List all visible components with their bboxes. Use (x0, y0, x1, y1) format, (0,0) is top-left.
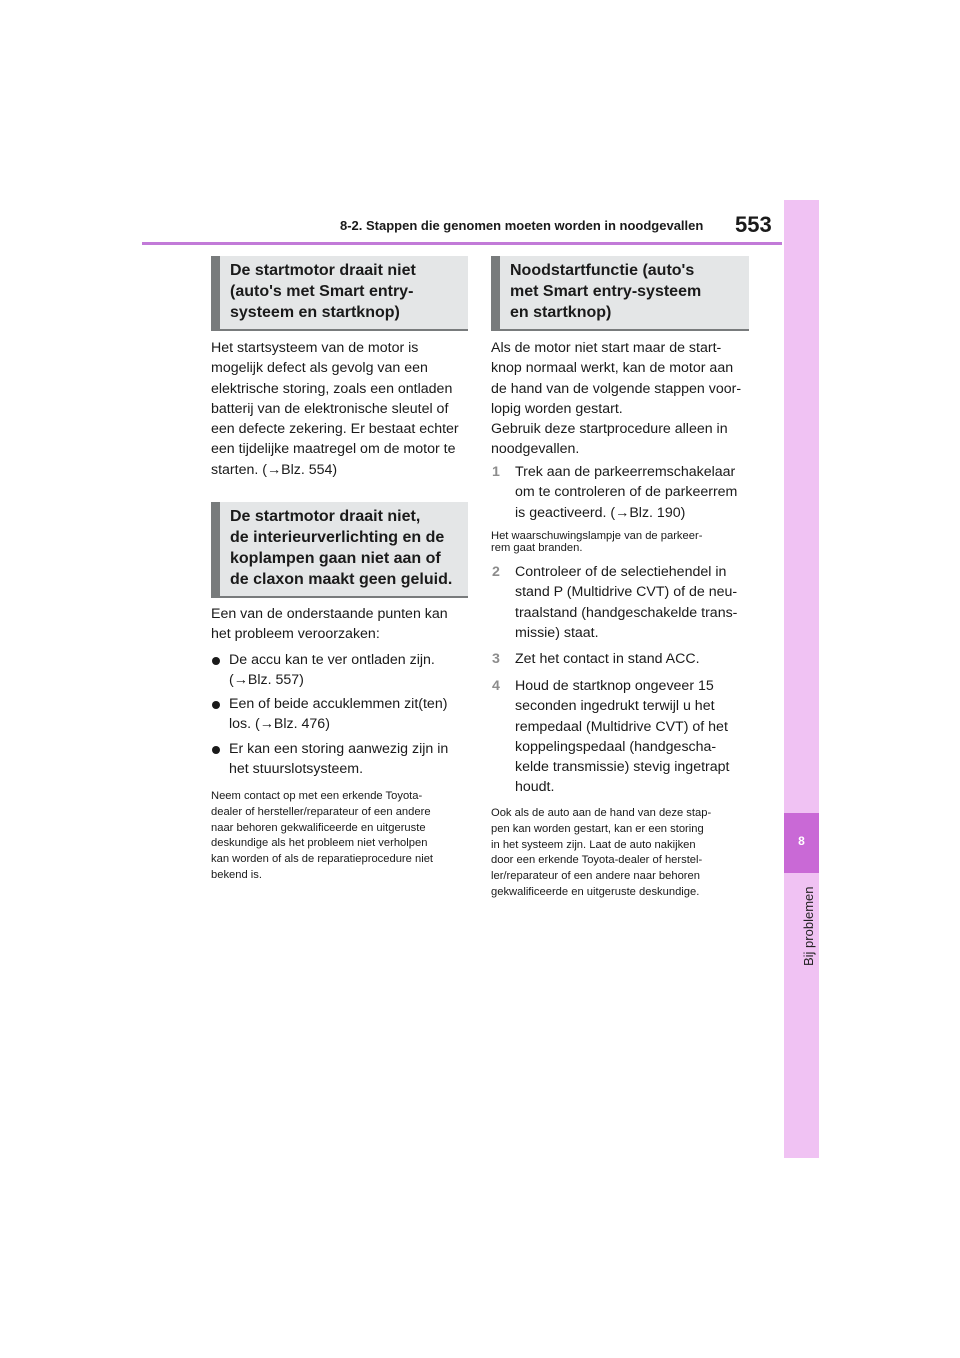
heading-line: met Smart entry-systeem (510, 283, 702, 300)
text-line: het probleem veroorzaken: (211, 626, 380, 643)
note-contact-dealer (211, 789, 471, 884)
chapter-label: Bij problemen (801, 886, 816, 966)
text-line: houdt. (515, 779, 555, 796)
chapter-number: 8 (798, 834, 805, 848)
text-line: lopig worden gestart. (491, 400, 623, 417)
text-line: Ook als de auto aan de hand van deze stap- (491, 807, 712, 819)
section-heading-emergency-start (491, 256, 749, 331)
text-line: Gebruik deze startprocedure alleen in (491, 421, 728, 438)
bullet-icon (212, 746, 220, 754)
step-3 (492, 649, 754, 671)
step-4 (492, 676, 754, 800)
heading-line: De startmotor draait niet (230, 262, 416, 279)
text-line: dealer of hersteller/reparateur of een andere (211, 805, 431, 818)
text-line: Een van de onderstaande punten kan (211, 606, 448, 622)
heading-line: (auto's met Smart entry- (230, 283, 414, 300)
heading-line: de claxon maakt geen geluid. (230, 571, 453, 588)
text-line: Zet het contact in stand ACC. (515, 651, 700, 667)
page-reference-link[interactable]: starten. (→Blz. 554) (211, 461, 338, 478)
text-line: seconden ingedrukt terwijl u het (515, 698, 715, 715)
heading-line: systeem en startknop) (230, 304, 400, 321)
text-line: naar behoren gekwalificeerde en uitgeruste (211, 821, 426, 834)
page-reference-link[interactable]: is geactiveerd. (→Blz. 190) (515, 504, 686, 521)
page-number: 553 (735, 212, 772, 237)
paragraph-starter-system (211, 338, 471, 480)
text-line: rem gaat branden. (491, 542, 583, 554)
step-number: 3 (492, 651, 500, 667)
step-number: 4 (492, 678, 500, 694)
text-line: Als de motor niet start maar de start- (491, 340, 722, 356)
note-parking-brake-light (491, 530, 753, 554)
list-item (212, 694, 472, 736)
chapter-side-tab (784, 200, 819, 1158)
text-line: noodgevallen. (491, 441, 580, 458)
text-line: Een of beide accuklemmen zit(ten) (229, 696, 448, 712)
bullet-icon (212, 657, 220, 665)
text-line: om te controleren of de parkeerrem (515, 484, 738, 501)
text-line: ler/reparateur of een andere naar behoren (491, 870, 700, 883)
heading-line: en startknop) (510, 304, 612, 321)
text-line: batterij van de elektronische sleutel of (211, 400, 449, 417)
heading-line: Noodstartfunctie (auto's (510, 262, 695, 279)
text-line: het stuurslotsysteem. (229, 761, 364, 778)
text-line: kan worden of als de reparatieprocedure niet (211, 853, 434, 866)
text-line: Houd de startknop ongeveer 15 (515, 678, 714, 694)
text-line: koppelingspedaal (handgescha- (515, 738, 717, 755)
page-reference-link[interactable]: los. (→Blz. 476) (229, 716, 330, 733)
text-line: rempedaal (Multidrive CVT) of het (515, 718, 728, 735)
text-line: Het startsysteem van de motor is (211, 340, 419, 356)
text-line: door een erkende Toyota-dealer of herstel- (491, 854, 703, 867)
section-heading-no-power (211, 502, 468, 598)
text-line: kelde transmissie) stevig ingetrapt (515, 759, 730, 776)
text-line: een tijdelijke maatregel om de motor te (211, 441, 456, 458)
text-line: Neem contact op met een erkende Toyota- (211, 790, 423, 802)
text-line: deskundige als het probleem niet verholpen (211, 837, 428, 850)
text-line: een defecte zekering. Er bestaat echter (211, 421, 459, 438)
text-line: missie) staat. (515, 624, 599, 641)
text-line: knop normaal werkt, kan de motor aan (491, 360, 734, 377)
step-number: 1 (492, 464, 500, 480)
text-line: bekend is. (211, 868, 262, 881)
text-line: Het waarschuwingslampje van de parkeer- (491, 530, 703, 542)
paragraph-possible-causes (211, 604, 471, 645)
step-2 (492, 562, 754, 644)
step-1 (492, 462, 754, 524)
text-line: pen kan worden gestart, kan er een storing (491, 822, 704, 835)
list-item (212, 650, 472, 692)
list-item (212, 739, 472, 781)
heading-line: De startmotor draait niet, (230, 508, 421, 525)
note-inspection (491, 806, 753, 901)
text-line: Controleer of de selectiehendel in (515, 564, 727, 580)
text-line: De accu kan te ver ontladen zijn. (229, 652, 435, 668)
paragraph-emergency-intro (491, 338, 753, 460)
text-line: de hand van de volgende stappen voor- (491, 380, 742, 397)
text-line: Er kan een storing aanwezig zijn in (229, 741, 449, 757)
step-number: 2 (492, 564, 500, 580)
text-line: mogelijk defect als gevolg van een (211, 360, 428, 377)
section-header-title: 8-2. Stappen die genomen moeten worden in noodgevallen (340, 218, 704, 233)
text-line: gekwalificeerde en uitgeruste deskundige. (491, 885, 700, 898)
text-line: in het systeem zijn. Laat de auto nakijken (491, 838, 696, 851)
text-line: traalstand (handgeschakelde trans- (515, 604, 738, 621)
page-reference-link[interactable]: (→Blz. 557) (229, 672, 304, 689)
heading-line: koplampen gaan niet aan of (230, 550, 441, 567)
heading-line: de interieurverlichting en de (230, 529, 445, 546)
text-line: elektrische storing, zoals een ontladen (211, 380, 453, 397)
section-heading-starter-not-turning (211, 256, 468, 331)
bullet-icon (212, 701, 220, 709)
header-divider (142, 242, 782, 245)
text-line: Trek aan de parkeerremschakelaar (515, 464, 736, 480)
text-line: stand P (Multidrive CVT) of de neu- (515, 584, 738, 601)
